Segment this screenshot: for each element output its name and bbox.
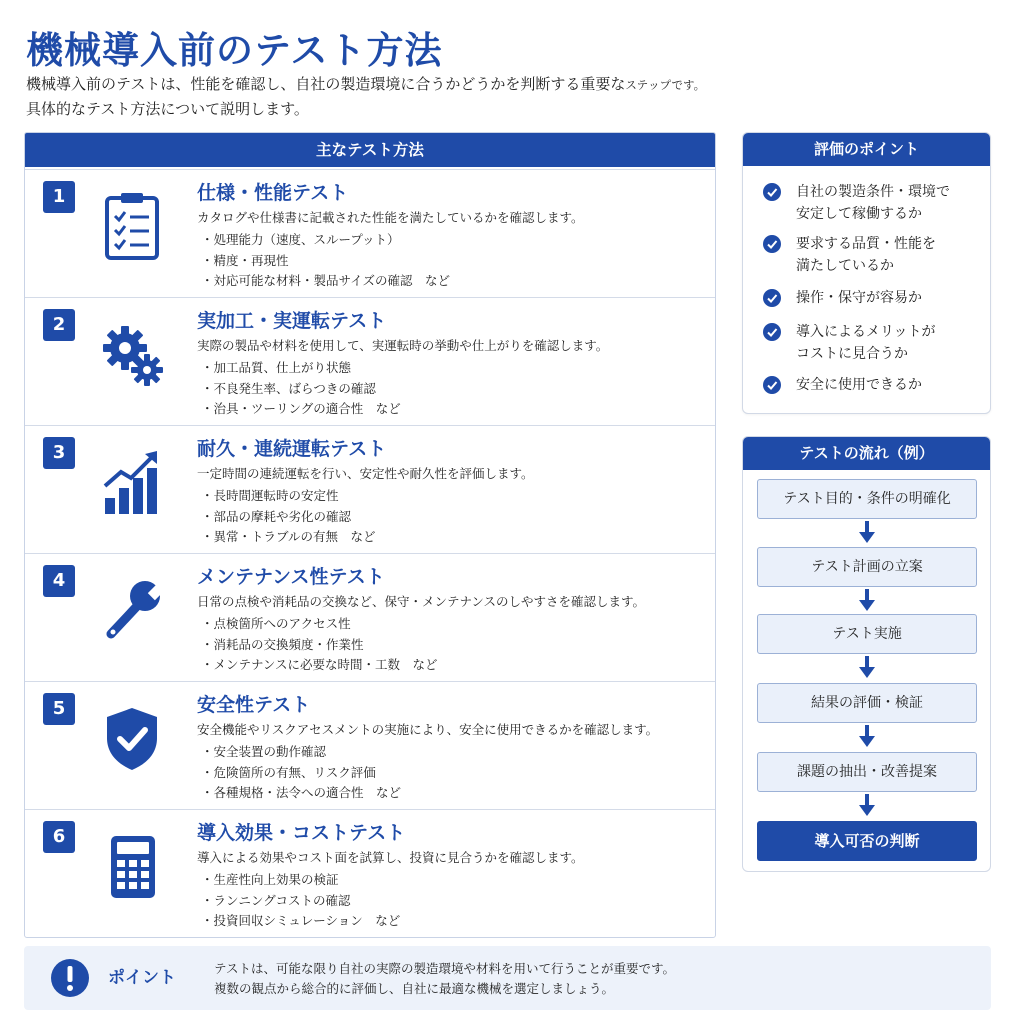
evaluation-text: 自社の製造条件・環境で [796, 184, 950, 200]
method-description: 実際の製品や材料を使用して、実運転時の挙動や仕上がりを確認します。 [197, 338, 609, 353]
method-bullet: ・ 生産性向上効果の検証 [201, 870, 400, 891]
method-bullet: ・ 点検箇所へのアクセス性 [201, 614, 438, 635]
method-title: メンテナンス性テスト [197, 566, 385, 588]
check-circle-icon [763, 323, 781, 341]
evaluation-text: 操作・保守が容易か [796, 290, 922, 306]
method-bullet: ・ 長時間運転時の安定性 [201, 486, 376, 507]
point-text-line: テストは、可能な限り自社の実際の製造環境や材料を用いて行うことが重要です。 [214, 961, 676, 976]
point-text-line: 複数の観点から総合的に評価し、自社に最適な機械を選定しましょう。 [214, 981, 615, 996]
method-bullet: ・ 処理能力（速度、スループット） [201, 230, 450, 251]
method-bullet: ・ 治具・ツーリングの適合性 など [201, 399, 401, 420]
method-bullets [201, 230, 450, 292]
method-description: カタログや仕様書に記載された性能を満たしているかを確認します。 [197, 210, 584, 225]
check-circle-icon [763, 376, 781, 394]
arrow-down-icon [857, 794, 877, 818]
method-item-6 [25, 809, 715, 937]
method-bullets [201, 742, 401, 804]
evaluation-panel [742, 132, 991, 414]
method-bullet: ・ 加工品質、仕上がり状態 [201, 358, 401, 379]
method-description: 安全機能やリスクアセスメントの実施により、安全に使用できるかを確認します。 [197, 722, 659, 737]
evaluation-text: 導入によるメリットが [796, 324, 936, 340]
method-bullet: ・ 不良発生率、ばらつきの確認 [201, 379, 401, 400]
method-item-3 [25, 425, 715, 553]
arrow-down-icon [857, 521, 877, 545]
test-flow-header: テストの流れ（例） [743, 437, 990, 470]
method-bullet: ・ 各種規格・法令への適合性 など [201, 783, 401, 804]
flow-step: テスト目的・条件の明確化 [757, 479, 977, 519]
shield-check-icon [99, 702, 165, 774]
flow-step-final: 導入可否の判断 [757, 821, 977, 861]
wrench-icon [99, 574, 165, 646]
flow-step: 結果の評価・検証 [757, 683, 977, 723]
method-description: 一定時間の連続運転を行い、安定性や耐久性を評価します。 [197, 466, 534, 481]
growth-chart-icon [99, 446, 165, 518]
test-flow-panel [742, 436, 991, 872]
method-number: 3 [43, 437, 75, 469]
method-number: 1 [43, 181, 75, 213]
method-bullet: ・ 投資回収シミュレーション など [201, 911, 400, 932]
method-title: 導入効果・コストテスト [197, 822, 406, 844]
method-bullets [201, 614, 438, 676]
method-number: 4 [43, 565, 75, 597]
arrow-down-icon [857, 656, 877, 680]
method-title: 安全性テスト [197, 694, 311, 716]
evaluation-text: 安全に使用できるか [796, 377, 922, 393]
arrow-down-icon [857, 725, 877, 749]
flow-step: 課題の抽出・改善提案 [757, 752, 977, 792]
point-label: ポイント [108, 968, 176, 988]
calculator-icon [99, 830, 165, 902]
method-title: 耐久・連続運転テスト [197, 438, 387, 460]
evaluation-header: 評価のポイント [743, 133, 990, 166]
method-number: 2 [43, 309, 75, 341]
evaluation-text: 安定して稼働するか [796, 206, 922, 222]
method-bullet: ・ メンテナンスに必要な時間・工数 など [201, 655, 438, 676]
intro-text [26, 72, 705, 121]
method-bullets [201, 486, 376, 548]
evaluation-text: 要求する品質・性能を [796, 236, 936, 252]
method-bullet: ・ 異常・トラブルの有無 など [201, 527, 376, 548]
method-item-4 [25, 553, 715, 681]
intro-line2: 具体的なテスト方法について説明します。 [26, 100, 309, 118]
method-bullet: ・ 消耗品の交換頻度・作業性 [201, 635, 438, 656]
clipboard-checklist-icon [99, 190, 165, 262]
method-item-1 [25, 169, 715, 297]
exclamation-circle-icon [50, 958, 90, 998]
method-description: 導入による効果やコスト面を試算し、投資に見合うかを確認します。 [197, 850, 584, 865]
check-circle-icon [763, 183, 781, 201]
method-bullets [201, 358, 401, 420]
method-title: 仕様・性能テスト [197, 182, 349, 204]
method-bullet: ・ 危険箇所の有無、リスク評価 [201, 763, 401, 784]
evaluation-text: コストに見合うか [796, 346, 908, 362]
method-number: 5 [43, 693, 75, 725]
method-item-5 [25, 681, 715, 809]
evaluation-text: 満たしているか [796, 258, 894, 274]
point-box [24, 946, 991, 1010]
method-description: 日常の点検や消耗品の交換など、保守・メンテナンスのしやすさを確認します。 [197, 594, 646, 609]
point-text [214, 959, 675, 999]
test-methods-panel [24, 132, 716, 938]
method-number: 6 [43, 821, 75, 853]
method-title: 実加工・実運転テスト [197, 310, 387, 332]
method-item-2 [25, 297, 715, 425]
method-bullet: ・ 部品の摩耗や劣化の確認 [201, 507, 376, 528]
gears-icon [99, 318, 165, 390]
method-bullet: ・ 対応可能な材料・製品サイズの確認 など [201, 271, 450, 292]
test-methods-header: 主なテスト方法 [25, 133, 715, 167]
method-bullet: ・ ランニングコストの確認 [201, 891, 400, 912]
page-title: 機械導入前のテスト方法 [26, 29, 443, 72]
method-bullet: ・ 安全装置の動作確認 [201, 742, 401, 763]
intro-line1-small: ステップです。 [625, 78, 706, 92]
flow-step: テスト実施 [757, 614, 977, 654]
arrow-down-icon [857, 589, 877, 613]
method-bullets [201, 870, 400, 932]
flow-step: テスト計画の立案 [757, 547, 977, 587]
intro-line1: 機械導入前のテストは、性能を確認し、自社の製造環境に合うかどうかを判断する重要な [26, 75, 626, 93]
check-circle-icon [763, 235, 781, 253]
check-circle-icon [763, 289, 781, 307]
method-bullet: ・ 精度・再現性 [201, 251, 450, 272]
